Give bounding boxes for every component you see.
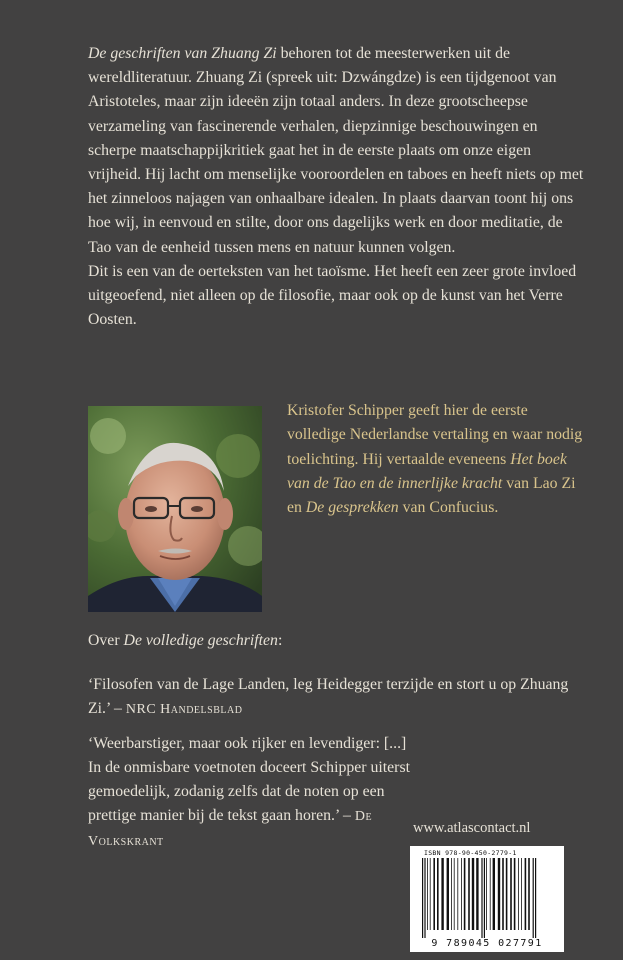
barcode-bar [498, 858, 500, 930]
barcode-bar [493, 858, 495, 930]
barcode-bar [521, 858, 522, 930]
barcode-bar [422, 858, 423, 938]
reviews-heading-prefix: Over [88, 632, 124, 649]
barcode-bar [454, 858, 455, 930]
barcode-bar [464, 858, 466, 930]
author-bio [287, 399, 587, 520]
barcode-bar [457, 858, 458, 930]
barcode-bar [451, 858, 452, 930]
quote-text: ‘Filosofen van de Lage Landen, leg Heidegger terzijde en stort u op Zhuang Zi.’ – [88, 676, 569, 717]
barcode-bar [481, 858, 482, 938]
barcode-bar [525, 858, 527, 930]
bio-text-1: Kristofer Schipper geeft hier de eerste volledige Nederlandse vertaling en waar nodig toelichting. Hij vertaalde eveneens [287, 402, 583, 468]
bio-text-2: van Lao Zi en [287, 474, 576, 517]
review-quote [88, 732, 418, 854]
back-cover-blurb [88, 42, 588, 332]
isbn-barcode [410, 846, 564, 952]
barcode-bar [484, 858, 485, 938]
barcode-number: 9 789045 027791 [431, 938, 543, 949]
quote-text: ‘Weerbarstiger, maar ook rijker en levendiger: [...] In de onmisbare voetnoten doceert Schipper uiterst gemoedelijk, zodanig zelfs dat de noten op een prettige manier bij de tekst gaan horen.’ – [88, 735, 410, 825]
quote-source: De Volkskrant [88, 809, 373, 850]
author-photo [88, 406, 262, 612]
barcode-bar [486, 858, 487, 930]
barcode-bar [433, 858, 435, 930]
barcode-bar [472, 858, 474, 930]
barcode-bar [447, 858, 449, 930]
bio-text-3: van Confucius. [398, 499, 499, 517]
barcode-bar [490, 858, 491, 930]
barcode-bar [441, 858, 443, 930]
review-quote [88, 673, 588, 722]
barcode-bar [424, 858, 425, 938]
barcode-bar [535, 858, 536, 938]
barcode-bar [427, 858, 428, 930]
barcode-bar [430, 858, 431, 930]
book-title: De geschriften van Zhuang Zi [88, 45, 277, 62]
barcode-bar [518, 858, 519, 930]
reviews-heading [88, 629, 588, 653]
reviews-heading-title: De volledige geschriften [123, 632, 278, 649]
barcode-bar [528, 858, 530, 930]
intro-paragraph-1 [88, 42, 588, 260]
reviews-heading-suffix: : [277, 632, 283, 649]
barcode-bar [506, 858, 508, 930]
barcode-bar [461, 858, 462, 930]
barcode-bar [502, 858, 504, 930]
barcode-bars [420, 858, 554, 938]
barcode-bar [468, 858, 470, 930]
barcode-bar [476, 858, 478, 930]
intro-text: behoren tot de meesterwerken uit de wereldliteratuur. Zhuang Zi (spreek uit: Dzwángdze) is een tijdgenoot van Aristoteles, maar zijn ideeën zijn totaal anders. In deze grootscheepse verzameling van fascinerende verhalen, diepzinnige beschouwingen en scherpe maatschappijkritiek gaat het in de eerste plaats om onze eigen vrijheid. Hij lacht om menselijke vooroordelen en taboes en heeft niets op met het zinneloos najagen van onhaalbare idealen. In plaats daarvan toont hij ons hoe wij, in eenvoud en stilte, door ons dagelijks werk en door meditatie, de Tao van de eenheid tussen mens en natuur kunnen volgen. [88, 45, 584, 256]
quote-source: NRC Handelsblad [125, 702, 243, 717]
bio-book-title-1: Het boek van de Tao en de innerlijke kracht [287, 450, 567, 492]
bio-book-title-2: De gesprekken [305, 499, 399, 517]
barcode-bar [514, 858, 516, 930]
intro-paragraph-2: Dit is een van de oerteksten van het taoïsme. Het heeft een zeer grote invloed uitgeoefend, niet alleen op de filosofie, maar ook op de kunst van het Verre Oosten. [88, 262, 577, 329]
publisher-website[interactable]: www.atlascontact.nl [413, 820, 531, 836]
barcode-bar [437, 858, 439, 930]
barcode-bar [533, 858, 534, 938]
barcode-bar [510, 858, 512, 930]
isbn-label: ISBN 978-90-450-2779-1 [424, 849, 517, 857]
